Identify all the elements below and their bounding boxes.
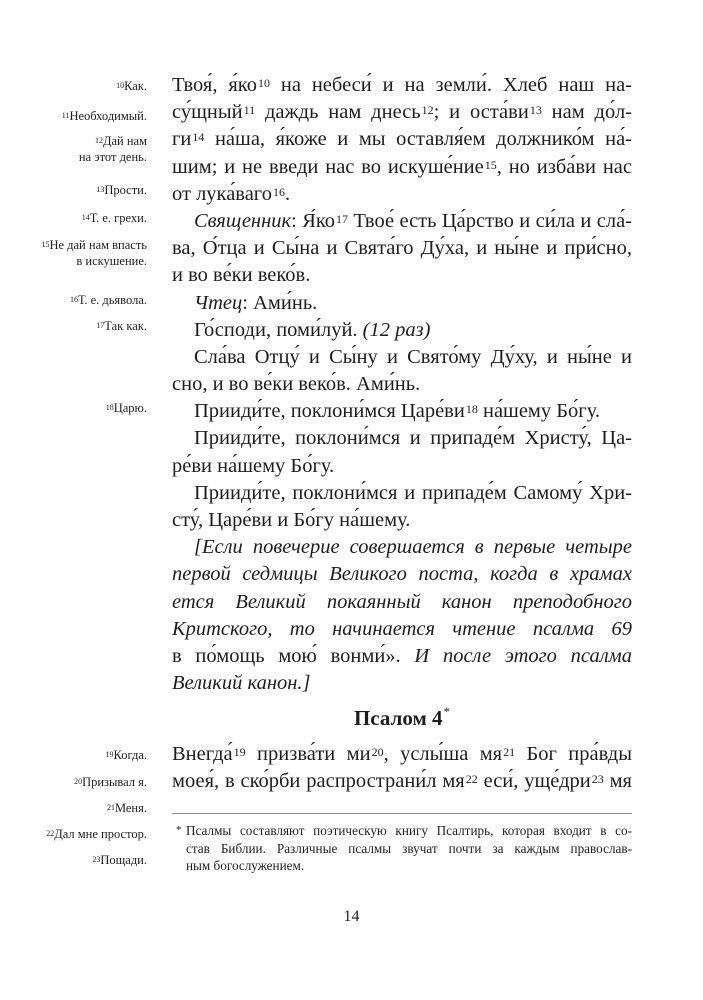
psalm-heading [172,706,632,731]
psalm-text [172,741,632,795]
text-segment: призва́ти ми [245,743,371,765]
text-segment: Прииди́те, поклони́мся Царе́ви [194,400,465,423]
main-text [172,72,632,697]
italic-text: (12 раз) [362,318,431,341]
margin-note-text: Т. е. дьявола. [77,293,147,307]
italic-text: Чтец [194,291,243,314]
note-reference[interactable]: 14 [192,130,205,145]
italic-text: ется Великий покаянный канон преподобного [172,590,632,613]
text-segment: , но изба́ви нас [496,155,632,178]
margin-note [40,237,147,269]
text-line [172,371,632,398]
text-segment: сно, и во ве́ки веко́в. Ами́нь. [172,373,421,396]
text-segment: ва, О́тца и Сы́на и Свята́го Ду́ха, и ны́не и при́сно, [172,237,632,260]
line-words [172,589,632,616]
italic-text: [Если повечерие совершается в первые четыре [194,536,632,559]
text-segment: : Ами́нь. [242,291,318,314]
text-line [172,344,632,371]
footnote-text: став Библии. Различные псалмы звучат почти за каждым православ- [186,840,632,856]
text-line [172,507,632,534]
text-segment: ре́ви на́шему Бо́гу. [172,454,335,477]
line-words [194,398,632,425]
margin-note-text: Когда. [113,748,147,762]
italic-text: И после этого псалма [414,644,632,667]
margin-note-line [40,253,147,269]
text-line [172,616,632,643]
margin-note [69,292,147,308]
margin-note [95,318,147,334]
margin-note-number: 20 [74,777,83,786]
margin-note [45,826,147,842]
text-segment: Прииди́те, поклони́мся и припаде́м Самому́ Хри- [194,481,632,504]
text-line [172,589,632,616]
margin-note-line [91,852,147,868]
line-words [172,154,632,181]
margin-note-number: 15 [41,240,50,249]
margin-note-line [79,149,147,165]
footnote-text: ным богослужением. [186,858,305,873]
margin-note [73,774,147,790]
margin-note-text: Пощади. [100,853,147,867]
psalm-title: Псалом 4 [353,706,443,730]
text-line [172,398,632,425]
margin-note-text: Призывал я. [82,775,147,789]
text-line [172,317,632,344]
text-segment: Твоя́, я́ко [172,74,257,96]
text-segment: в по́мощь мою́ вонми́». [172,644,415,667]
text-line [172,99,632,126]
line-words [172,768,632,795]
margin-note-line [105,400,147,416]
margin-note-number: 23 [92,855,101,864]
page-number: 14 [343,908,360,925]
line-words [172,371,632,398]
margin-note [115,78,147,94]
footnote-divider [172,813,632,814]
text-line [172,181,632,208]
text-segment: и во ве́ки веко́в. [172,264,311,287]
line-words [172,126,632,153]
line-words [172,561,632,588]
margin-note-number: 12 [94,136,103,145]
text-line [172,126,632,153]
footnote-line: * Псалмы составляют поэтическую книгу Псалтирь, которая входит в со- [176,823,632,838]
margin-note-line [69,292,147,308]
margin-note-text: Дал мне простор. [54,827,147,841]
text-line [172,741,632,768]
text-segment: Внегда́ [172,743,233,765]
margin-note [95,182,147,198]
margin-note-number: 21 [106,803,115,812]
line-words [172,741,632,768]
margin-note-line [104,747,147,763]
text-segment: Сла́ва Отцу́ и Сы́ну и Свято́му Ду́ху, и ны́не и [194,345,632,368]
text-segment: на́шему Бо́гу. [477,400,601,423]
text-line [172,154,632,181]
text-line [172,643,632,670]
margin-note-number: 14 [81,213,90,222]
line-words [194,480,632,507]
text-segment: ги [172,128,192,151]
margin-note-text: Необходимый. [69,109,147,123]
text-segment: даждь нам днесь [255,101,421,124]
footnote-line [186,857,632,875]
note-reference[interactable]: 17 [336,211,349,226]
text-segment: Го́споди, поми́луй. [194,318,363,341]
margin-note-text: Как. [124,79,147,93]
line-words [194,317,632,344]
text-segment: мя [603,770,632,793]
footnote-marker: * [443,704,451,719]
line-words [194,290,632,317]
note-reference[interactable]: 15 [484,157,497,172]
text-line [172,561,632,588]
margin-note-line [45,826,147,842]
text-line [172,290,632,317]
margin-note-line [106,800,147,816]
text-segment: сту́, Царе́ви и Бо́гу на́шему. [172,509,411,531]
footnote-line [186,840,632,858]
margin-note-text: на этот день. [78,150,147,164]
note-reference[interactable]: 19 [233,745,246,759]
line-words [172,670,632,697]
text-line [172,768,632,795]
text-segment: : Я́ко [291,209,336,232]
line-words [194,534,632,561]
line-words [172,72,632,99]
text-line [172,480,632,507]
line-words [194,344,632,371]
margin-note-line [115,78,147,94]
margin-note-line [81,210,147,226]
margin-note [104,747,147,763]
text-segment: . [284,182,291,205]
note-reference[interactable]: 11 [243,103,256,118]
italic-text: Священник [194,209,292,232]
margin-note-line [73,774,147,790]
line-words [172,507,632,534]
note-reference[interactable]: 18 [465,402,478,417]
text-line [172,670,632,697]
margin-note-text: Царю. [113,401,147,415]
margin-note [81,210,147,226]
margin-note-number: 19 [105,750,114,759]
text-segment: моея́, в ско́рби распространи́л мя [172,770,465,793]
line-words [172,453,632,480]
margin-note-line [61,108,147,124]
line-words [194,208,632,235]
line-words [194,425,632,452]
margin-note-line [95,318,147,334]
margin-note-text: Прости. [104,183,147,197]
note-reference[interactable]: 21 [503,745,516,759]
margin-note [79,133,147,165]
line-words [172,181,632,208]
text-segment: еси́, уще́дри [477,770,591,793]
italic-text: Критского, то начинается чтение псалма 69 [172,617,632,640]
margin-note-number: 18 [105,403,114,412]
margin-note [61,108,147,124]
note-reference[interactable]: 16 [272,184,285,199]
note-reference[interactable]: 23 [591,772,604,787]
note-reference[interactable]: 22 [465,772,478,787]
margin-note [105,400,147,416]
text-segment: на́ша, я́коже и мы оставля́ем должнико́м на́- [204,128,632,151]
text-segment: , услы́ша мя [383,743,503,765]
text-line [172,425,632,452]
note-reference[interactable]: 12 [421,103,434,118]
text-line [172,235,632,262]
text-segment: от лука́ваго [172,182,272,205]
text-segment: су́щный [172,101,243,124]
margin-note-text: Так как. [104,319,147,333]
margin-note-line [95,182,147,198]
margin-note-text: Меня. [114,801,147,815]
margin-note-text: Т. е. грехи. [89,211,147,225]
text-line [172,453,632,480]
text-line [172,534,632,561]
text-line [172,72,632,99]
italic-text: Великий канон.] [172,672,311,695]
line-words [172,616,632,643]
text-segment: ; и оста́ви [433,101,529,124]
italic-text: первой седмицы Великого поста, когда в храмах [172,563,632,586]
text-line [172,262,632,289]
margin-note-text: Дай нам [102,134,147,148]
line-words [172,262,632,289]
note-reference[interactable]: 10 [257,76,270,90]
text-segment: шим; и не введи нас во искуше́ние [172,155,484,178]
margin-note-number: 11 [61,111,70,120]
margin-note-number: 10 [116,81,125,90]
text-segment: Бог пра́вды [515,743,632,765]
margin-note-number: 13 [96,185,105,194]
margin-note-text: в искушение. [76,254,147,268]
footnote [176,822,632,875]
margin-note-text: Не дай нам впасть [49,238,147,252]
line-words [172,235,632,262]
text-line [172,208,632,235]
note-reference[interactable]: 13 [529,103,542,118]
footnote-text: Псалмы составляют поэтическую книгу Псалтирь, которая входит в со- [186,823,632,838]
margin-note-number: 22 [46,829,55,838]
margin-note [106,800,147,816]
margin-note-line [79,133,147,149]
margin-note-line [40,237,147,253]
margin-note-number: 16 [69,295,78,304]
margin-note-number: 17 [96,321,105,330]
text-segment: Твое́ есть Ца́рство и си́ла и сла́- [348,209,632,232]
text-segment: Прииди́те, поклони́мся и припаде́м Христу́, Ца- [194,427,632,450]
text-segment: на небеси́ и на земли́. Хлеб наш на- [269,74,632,96]
text-segment: нам до́л- [541,101,632,124]
line-words [172,99,632,126]
line-words [172,643,632,670]
note-reference[interactable]: 20 [371,745,384,759]
margin-note [91,852,147,868]
